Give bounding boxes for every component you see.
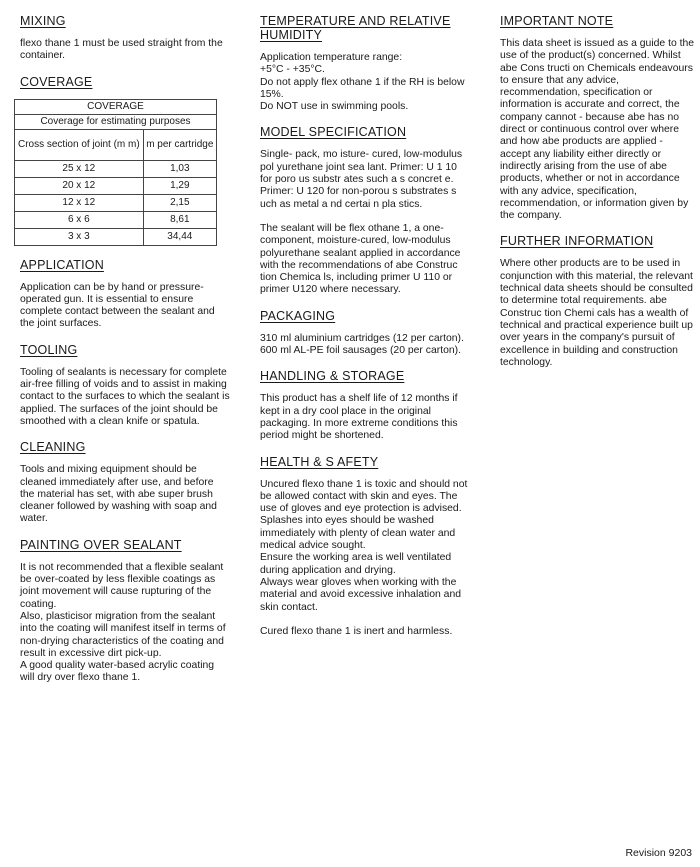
health-safety-heading: HEALTH & S AFETY	[260, 454, 379, 469]
table-row	[15, 177, 217, 194]
coverage-table-subtitle: Coverage for estimating purposes	[15, 114, 217, 129]
further-info-text: Where other products are to be used in conjunction with this material, the relevant technical data sheets should be consulted to determine total requirements. abe Construc tion Chemi cals has a wealth of technical and practical experience built up over years in the company's pursuit of excellence in building and construction technology.	[500, 258, 693, 368]
coverage-cell: 34,44	[143, 228, 216, 245]
health-text-3: Always wear gloves when working with the material and avoid excessive inhalation and skin contact.	[260, 576, 462, 613]
health-text-2: Ensure the working area is well ventilated during application and drying.	[260, 552, 452, 576]
packaging-heading: PACKAGING	[260, 308, 336, 323]
cleaning-heading: CLEANING	[20, 440, 86, 455]
revision-label: Revision 9203	[625, 847, 692, 859]
further-info-heading: FURTHER INFORMATION	[500, 234, 654, 249]
table-row	[15, 160, 217, 177]
coverage-table-title: COVERAGE	[15, 99, 217, 114]
table-row	[15, 211, 217, 228]
coverage-table	[14, 99, 217, 246]
health-text-1: Uncured flexo thane 1 is toxic and should not be allowed contact with skin and eyes. The use of gloves and eye protection is advised. Splashes into eyes should be washed immediately with plenty of clean water and medical advice sought.	[260, 478, 468, 552]
coverage-cell: 12 x 12	[15, 194, 144, 211]
mixing-text: flexo thane 1 must be used straight from the container.	[20, 38, 223, 62]
tooling-text: Tooling of sealants is necessary for complete air-free filling of voids and to assist in making contact to the surfaces to which the sealant is applied. The surfaces of the joint should be smoothed with a clean knife or spatula.	[20, 366, 230, 427]
temperature-line-1: Application temperature range:	[260, 52, 403, 63]
coverage-cell: 2,15	[143, 194, 216, 211]
packaging-line-1: 310 ml aluminium cartridges (12 per carton).	[260, 332, 464, 344]
coverage-cell: 1,03	[143, 160, 216, 177]
coverage-cell: 1,29	[143, 177, 216, 194]
health-text-4: Cured flexo thane 1 is inert and harmless.	[260, 625, 453, 637]
column-middle	[260, 14, 470, 638]
coverage-cell: 6 x 6	[15, 211, 144, 228]
painting-text-2: Also, plasticisor migration from the sealant into the coating will manifest itself in terms of non-drying characteristics of the coating and result in excessive dirt pick-up.	[20, 610, 226, 659]
temperature-line-4: Do NOT use in swimming pools.	[260, 101, 409, 113]
column-right	[500, 14, 695, 369]
painting-text-1: It is not recommended that a flexible sealant be over-coated by less flexible coatings as joint movement will cause rupturing of the coating.	[20, 561, 224, 610]
packaging-line-2: 600 ml AL-PE foil sausages (20 per carton).	[260, 345, 461, 357]
coverage-cell: 25 x 12	[15, 160, 144, 177]
handling-text: This product has a shelf life of 12 months if kept in a dry cool place in the original packaging. In more extreme conditions this period might be shortened.	[260, 393, 458, 442]
coverage-cell: 3 x 3	[15, 228, 144, 245]
table-row	[15, 228, 217, 245]
cleaning-text: Tools and mixing equipment should be cleaned immediately after use, and before the material has set, with abe super brush cleaner followed by washing with soap and water.	[20, 464, 217, 525]
coverage-cell: 8,61	[143, 211, 216, 228]
coverage-cell: 20 x 12	[15, 177, 144, 194]
coverage-col-header: m per cartridge	[143, 129, 216, 160]
application-text: Application can be by hand or pressure-operated gun. It is essential to ensure complete contact between the sealant and the joint surfaces.	[20, 281, 215, 330]
coverage-col-header: Cross section of joint (m m)	[15, 129, 144, 160]
temperature-line-3: Do not apply flex othane 1 if the RH is below 15%.	[260, 76, 465, 100]
tooling-heading: TOOLING	[20, 342, 78, 357]
temperature-line-2: +5°C - +35°C.	[260, 64, 325, 76]
model-spec-text-1: Single- pack, mo isture- cured, low-modulus pol yurethane joint sea lant. Primer: U 1 10 for poro us substr ates such a s concret e. Primer: U 120 for non-porou s substrates s uch as metal a nd certai n pla stics.	[260, 149, 463, 210]
coverage-heading: COVERAGE	[20, 74, 93, 89]
temperature-heading: TEMPERATURE AND RELATIVE HUMIDITY	[260, 14, 451, 42]
application-heading: APPLICATION	[20, 257, 104, 272]
important-note-text: This data sheet is issued as a guide to the use of the product(s) concerned. Whilst abe Cons tructi on Chemicals endeavours to ensure that any advice, recommendation, specification or information is accurate and correct, the company cannot - because abe has no direct or continuous control over where and how abe products are applied - accept any liability either directly or indirectly arising from the use of abe products, whether or not in accordance with any advice, specification, recommendation, or information given by the company.	[500, 38, 695, 222]
painting-text-3: A good quality water-based acrylic coating will dry over flexo thane 1.	[20, 660, 215, 684]
table-row	[15, 194, 217, 211]
handling-heading: HANDLING & STORAGE	[260, 369, 405, 384]
model-spec-heading: MODEL SPECIFICATION	[260, 125, 407, 140]
column-left	[17, 14, 230, 685]
important-note-heading: IMPORTANT NOTE	[500, 14, 614, 28]
mixing-heading: MIXING	[20, 14, 66, 28]
painting-heading: PAINTING OVER SEALANT	[20, 537, 182, 552]
model-spec-text-2: The sealant will be flex othane 1, a one-component, moisture-cured, low-modulus polyurethane sealant applied in accordance with the recommendations of abe Construc tion Chemica ls, including primer U 110 or primer U120 where necessary.	[260, 222, 461, 296]
